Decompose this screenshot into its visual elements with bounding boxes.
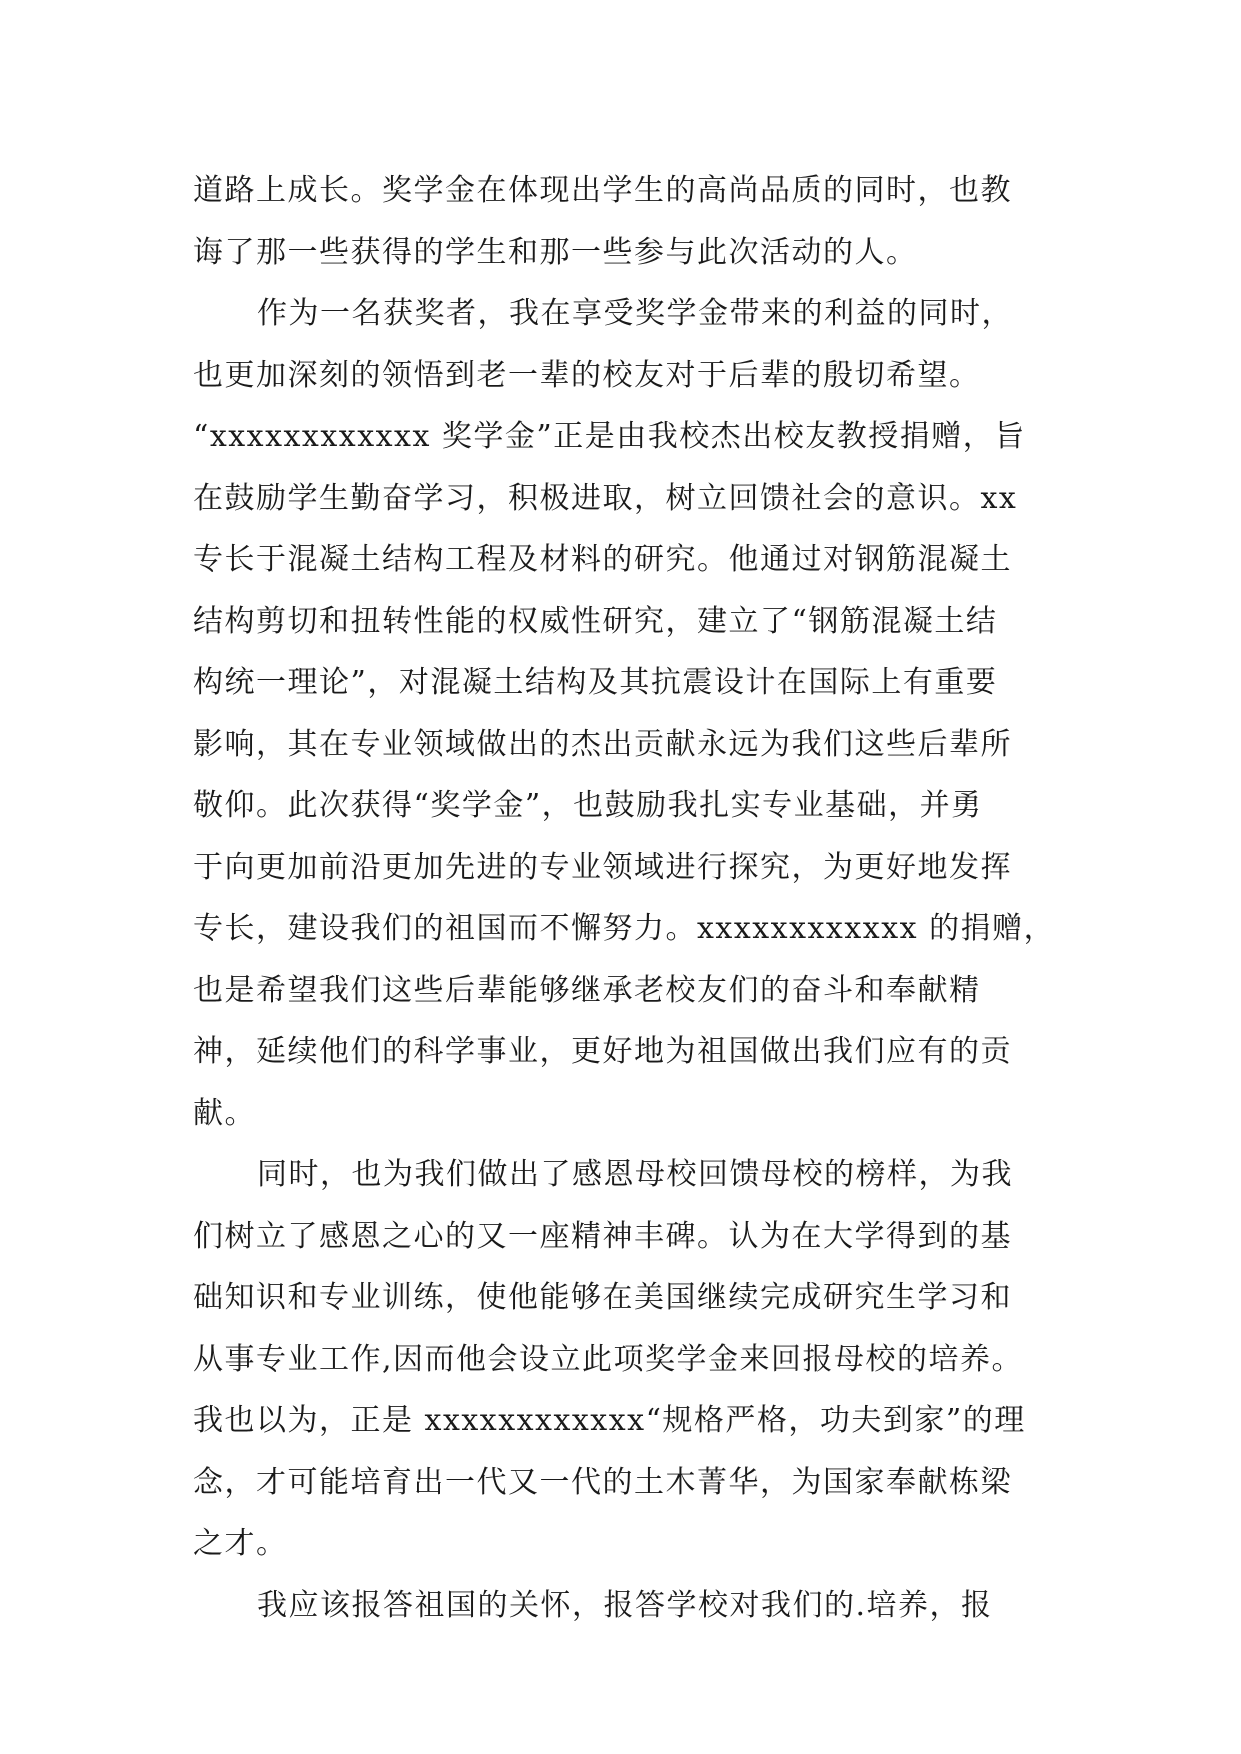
text-line: 于向更加前沿更加先进的专业领域进行探究，为更好地发挥 — [193, 849, 1012, 885]
paragraph-first-line: 我应该报答祖国的关怀，报答学校对我们的.培养，报 — [257, 1587, 993, 1623]
text-line: 专长于混凝土结构工程及材料的研究。他通过对钢筋混凝土 — [193, 542, 1012, 577]
text-line: 在鼓励学生勤奋学习，积极进取，树立回馈社会的意识。xx — [193, 480, 1018, 516]
text-line: 础知识和专业训练，使他能够在美国继续完成研究生学习和 — [193, 1280, 1012, 1315]
text-line: 之才。 — [193, 1526, 288, 1561]
text-line: 结构剪切和扭转性能的权威性研究，建立了“钢筋混凝土结 — [193, 603, 998, 639]
text-line: 道路上成长。奖学金在体现出学生的高尚品质的同时，也教 — [193, 173, 1012, 208]
text-line: 献。 — [193, 1095, 256, 1131]
text-line: 也更加深刻的领悟到老一辈的校友对于后辈的殷切希望。 — [193, 357, 981, 393]
text-line: 我也以为，正是 xxxxxxxxxxxx“规格严格，功夫到家”的理 — [193, 1403, 1026, 1438]
paragraph-first-line: 同时，也为我们做出了感恩母校回馈母校的榜样，为我 — [257, 1157, 1013, 1192]
paragraph-first-line: 作为一名获奖者，我在享受奖学金带来的利益的同时， — [257, 296, 1013, 331]
text-line: 念，才可能培育出一代又一代的土木菁华，为国家奉献栋梁 — [193, 1464, 1012, 1500]
text-line: 从事专业工作,因而他会设立此项奖学金来回报母校的培养。 — [193, 1341, 1024, 1377]
text-line: 专长，建设我们的祖国而不懈努力。xxxxxxxxxxxx 的捐赠， — [193, 911, 1056, 946]
text-line: 影响，其在专业领域做出的杰出贡献永远为我们这些后辈所 — [193, 726, 1012, 762]
text-line: 诲了那一些获得的学生和那一些参与此次活动的人。 — [193, 234, 918, 270]
text-line: 敬仰。此次获得“奖学金”，也鼓励我扎实专业基础，并勇 — [193, 788, 983, 823]
text-line: 也是希望我们这些后辈能够继承老校友们的奋斗和奉献精 — [193, 972, 981, 1008]
text-line: “xxxxxxxxxxxx 奖学金”正是由我校杰出校友教授捐赠，旨 — [193, 419, 1026, 454]
text-line: 神，延续他们的科学事业，更好地为祖国做出我们应有的贡 — [193, 1034, 1012, 1069]
text-line: 构统一理论”，对混凝土结构及其抗震设计在国际上有重要 — [193, 665, 998, 700]
text-line: 们树立了感恩之心的又一座精神丰碑。认为在大学得到的基 — [193, 1218, 1012, 1254]
document-body — [193, 160, 1056, 1636]
